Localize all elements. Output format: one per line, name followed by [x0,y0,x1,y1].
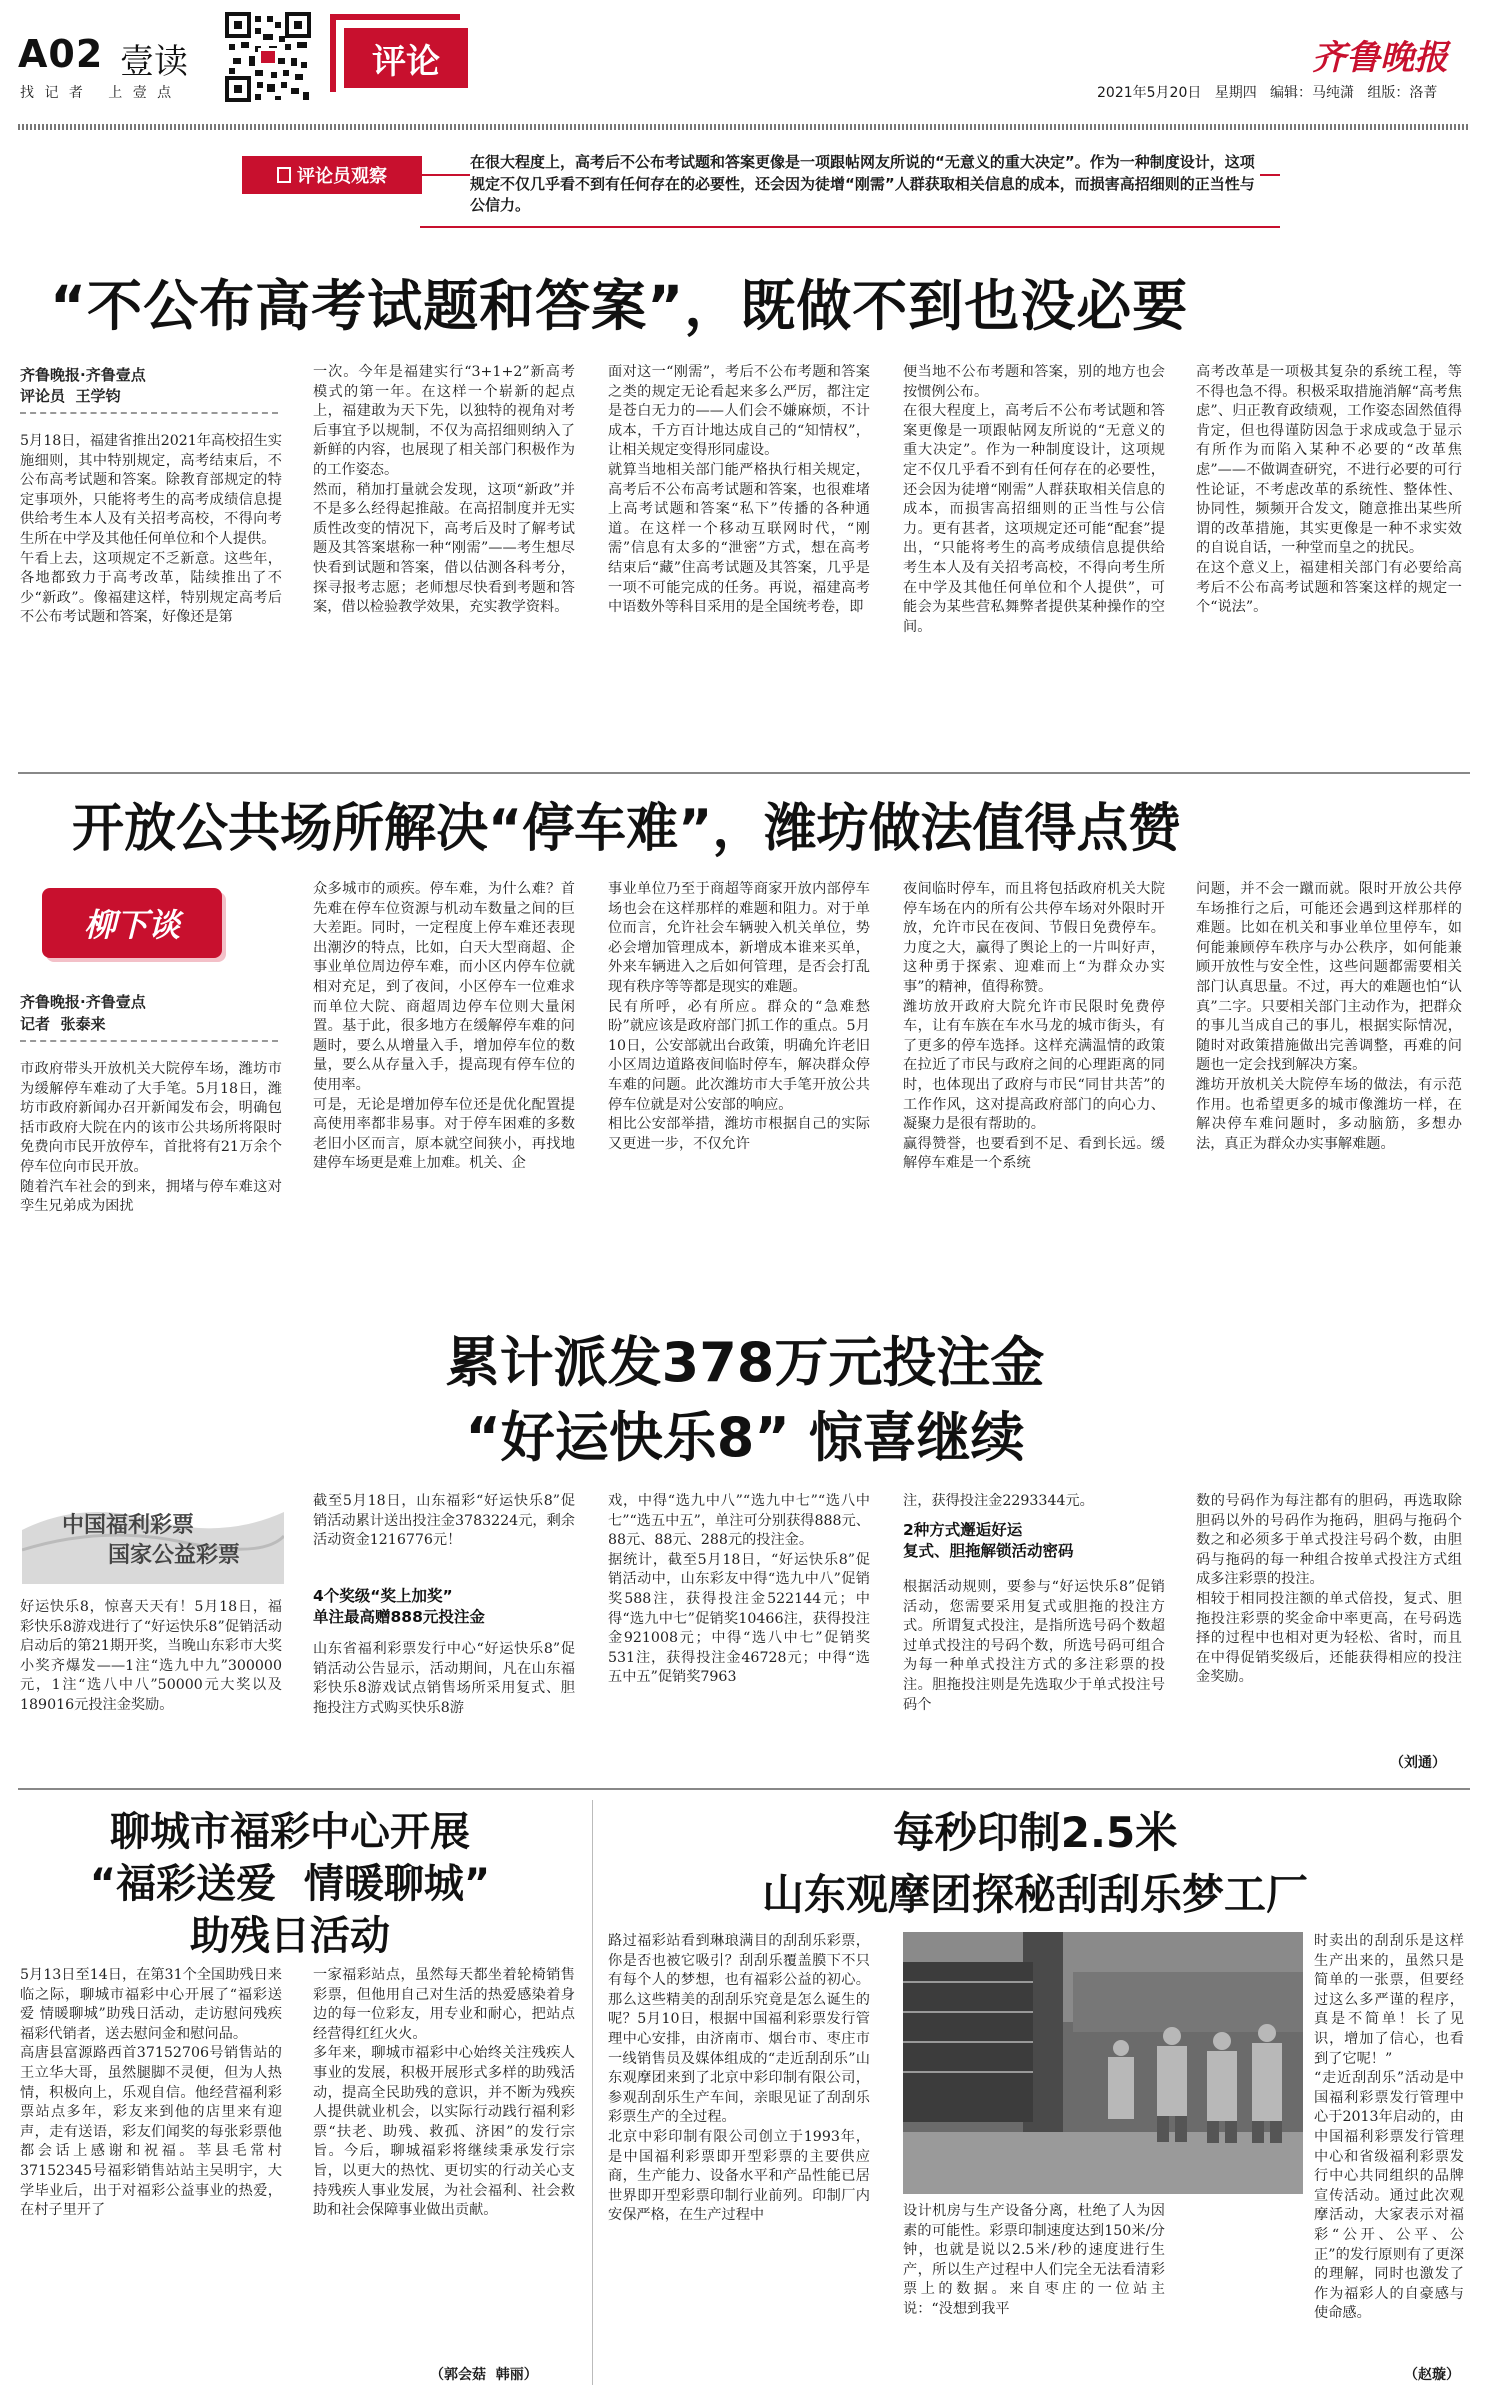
article-column: 市政府带头开放机关大院停车场，潍坊市为缓解停车难动了大手笔。5月18日，潍坊市政府新闻办召开新闻发布会，明确包括市政府大院在内的该市公共场所将限时免费向市民开放停车，首批将有21万余个停车位向市民开放。 随着汽车社会的到来，拥堵与停车难这对孪生兄弟成为困扰 [20,1061,282,1215]
author-signature: （刘通） [1390,1755,1446,1771]
section-name: 壹读 [120,42,188,82]
article-summary: 在很大程度上，高考后不公布考试题和答案更像是一项跟帖网友所说的“无意义的重大决定”。作为一种制度设计，这项规定不仅几乎看不到有任何存在的必要性，还会因为徒增“刚需”人群获取相关信息的成本，而损害高招细则的正当性与公信力。 [470,150,1260,219]
date-line: 2021年5月20日 星期四 编辑：马纯潇 组版：洛菁 [1097,85,1438,101]
article-column: 事业单位乃至于商超等商家开放内部停车场也会在这样那样的难题和阻力。对于单位而言，允许社会车辆驶入机关单位，势必会增加管理成本，新增成本谁来买单，外来车辆进入之后如何管理，是否会打乱现有秩序等等都是现实的难题。 民有所呼，必有所应。群众的“急难愁盼”就应该是政府部门抓工作的重点。5月10日，公安部就出台政策，明确允许老旧小区周边道路夜间临时停车，解决群众停车难的问题。此次潍坊市大手笔开放公共停车位就是对公安部的响应。 相比公安部举措，潍坊市根据自己的实际又更进一步，不仅允许 [608,881,870,1152]
article-column: 好运快乐8，惊喜天天有！5月18日，福彩快乐8游戏进行了“好运快乐8”促销活动启动后的第21期开奖，当晚山东彩市大奖小奖齐爆发——1注“选九中九”300000元，1注“选八中八”50000元大奖以及189016元投注金奖励。 [20,1599,282,1713]
article-headline: 山东观摩团探秘刮刮乐梦工厂 [761,1870,1308,1919]
article-headline: 每秒印制2.5米 [892,1808,1178,1857]
article-column: 截至5月18日，山东福彩“好运快乐8”促销活动累计送出投注金3783224元，剩余活动资金1216776元！ [313,1493,575,1549]
article-column: 时卖出的刮刮乐是这样生产出来的，虽然只是简单的一张票，但要经过这么多严谨的程序，真是不简单！长了见识，增加了信心，也看到了它呢！” “走近刮刮乐”活动是中国福利彩票发行管理中心于2013年启动的，由中国福利彩票发行管理中心和省级福利彩票发行中心共同组织的品牌宣传活动。通过此次观摩活动，大家表示对福彩“公开、公平、公正”的发行原则有了更深的理解，同时也激发了作为福彩人的自豪感与使命感。 [1314,1933,1464,2322]
article-column: 众多城市的顽疾。停车难，为什么难？首先难在停车位资源与机动车数量之间的巨大差距。同时，一定程度上停车难还表现出潮汐的特点，比如，白天大型商超、企事业单位周边停车难，而小区内停车位就相对充足，到了夜间，小区停车一位难求而单位大院、商超周边停车位则大量闲置。基于此，很多地方在缓解停车难的问题时，要么从增量入手，增加停车位的数量，要么从存量入手，提高现有停车位的使用率。 可是，无论是增加停车位还是优化配置提高使用率都非易事。对于停车困难的多数老旧小区而言，原本就空间狭小，再找地建停车场更是难上加难。机关、企 [313,881,575,1172]
article-column: 高考改革是一项极其复杂的系统工程，等不得也急不得。积极采取措施消解“高考焦虑”、归正教育政绩观，工作姿态固然值得肯定，但也得谨防因急于求成或急于显示有所作为而陷入某种不必要的“改革焦虑”——不做调查研究，不进行必要的可行性论证，不考虑改革的系统性、整体性、协同性，频频开合发文，随意推出某些所谓的改革措施，其实更像是一种不求实效的自说自话，一种堂而皇之的扰民。 在这个意义上，福建相关部门有必要给高考后不公布高考试题和答案这样的规定一个“说法”。 [1196,364,1462,616]
document-icon [277,167,291,183]
qr-code[interactable] [225,12,311,102]
column-tag-commentary [242,156,422,194]
article-subhead: 4个奖级“奖上加奖” 单注最高赠888元投注金 [313,1587,485,1626]
article-headline: “好运快乐8” 惊喜继续 [465,1406,1025,1469]
article-headline: “福彩送爱 情暖聊城” [89,1861,491,1907]
section-divider [18,772,1470,774]
nav-link-find-reporter[interactable]: 找 记 者 上 壹 点 [20,85,175,101]
section-divider [18,1788,1470,1790]
article-column: 路过福彩站看到琳琅满目的刮刮乐彩票，你是否也被它吸引？刮刮乐覆盖膜下不只有每个人的梦想，也有福彩公益的初心。那么这些精美的刮刮乐究竟是怎么诞生的呢？5月10日，根据中国福利彩票发行管理中心安排，由济南市、烟台市、枣庄市一线销售员及媒体组成的“走近刮刮乐”山东观摩团来到了北京中彩印制有限公司，参观刮刮乐生产车间，亲眼见证了刮刮乐彩票生产的全过程。 北京中彩印制有限公司创立于1993年，是中国福利彩票即开型彩票的主要供应商，生产能力、设备水平和产品性能已居世界即开型彩票印制行业前列。印制厂内安保严格，在生产过程中 [608,1933,870,2224]
byline-source: 齐鲁晚报·齐鲁壹点 [20,366,146,384]
column-divider [592,1800,593,2385]
byline-author: 评论员 王学钧 [20,387,121,405]
page-code: A02 [18,32,104,76]
article-column: 5月13日至14日，在第31个全国助残日来临之际，聊城市福彩中心开展了“福彩送爱 情暖聊城”助残日活动，走访慰问残疾福彩代销者，送去慰问金和慰问品。 高唐县富源路西首37152706号销售站的王立华大哥，虽然腿脚不灵便，但为人热情，积极向上，乐观自信。他经营福利彩票站点多年，彩友来到他的店里来有迎声，走有送语，彩友们闻奖的每张彩票他都会话上感谢和祝福。莘县毛常村37152345号福彩销售站站主吴明宇，大学毕业后，出于对福彩公益事业的热爱，在村子里开了 [20,1967,282,2219]
article-column: 面对这一“刚需”，考后不公布考题和答案之类的规定无论看起来多么严厉，都注定是苍白无力的——人们会不嫌麻烦，不计成本，千方百计地达成自己的“知情权”，让相关规定变得形同虚设。 就算当地相关部门能严格执行相关规定，高考后不公布高考试题和答案，也很难堵上高考试题和答案“私下”传播的各种通道。在这样一个移动互联网时代，“刚需”信息有太多的“泄密”方式，想在高考结束后“藏”住高考试题及其答案，几乎是一项不可能完成的任务。再说，福建高考中语数外等科目采用的是全国统考卷，即 [608,364,870,616]
article-headline: 累计派发378万元投注金 [445,1331,1045,1394]
article-column: 便当地不公布考题和答案，别的地方也会按惯例公布。 在很大程度上，高考后不公布考试题和答案更像是一项跟帖网友所说的“无意义的重大决定”。作为一种制度设计，这项规定不仅几乎看不到有任何存在的必要性，还会因为徒增“刚需”人群获取相关信息的成本，而损害高招细则的正当性与公信力。更有甚者，这项规定还可能“配套”提出，“只能将考生的高考成绩信息提供给考生本人及有关招考高校，不得向考生所在中学及其他任何单位和个人提供”，可能会为某些营私舞弊者提供某种操作的空间。 [903,364,1165,635]
section-tab[interactable] [344,28,468,88]
author-signature: （赵璇） [1404,2367,1460,2383]
byline-rule [20,412,278,414]
article-column: 数的号码作为每注都有的胆码，再选取除胆码以外的号码作为拖码，胆码与拖码个数之和必须多于单式投注号码个数，由胆码与拖码的每一种组合按单式投注方式组成多注彩票的投注。 相较于相同投注额的单式倍投，复式、胆拖投注彩票的奖金命中率更高，在号码选择的过程中也相对更为轻松、省时，而且在中得促销奖级后，还能获得相应的投注金奖励。 [1196,1493,1462,1686]
column-tag-badge [42,888,222,958]
logo-line: 中国福利彩票 [62,1513,195,1538]
article-headline: 开放公共场所解决“停车难”，潍坊做法值得点赞 [72,799,1181,859]
article-column: 山东省福利彩票发行中心“好运快乐8”促销活动公告显示，活动期间，凡在山东福彩快乐8游戏试点销售场所采用复式、胆拖投注方式购买快乐8游 [313,1641,575,1716]
header-rule [18,124,1470,130]
section-tab-label: 评论 [372,41,440,82]
article-column: 一次。今年是福建实行“3+1+2”新高考模式的第一年。在这样一个崭新的起点上，福建敢为天下先，以独特的视角对考后事宜予以规制，不仅为高招细则纳入了新鲜的内容，也展现了相关部门积极作为的工作姿态。 然而，稍加打量就会发现，这项“新政”并不是多么经得起推敲。在高招制度并无实质性改变的情况下，高考后及时了解考试题及其答案堪称一种“刚需”——考生想尽快看到试题和答案，借以估测各科考分，探寻报考志愿；老师想尽快看到考题和答案，借以检验教学效果，充实教学资料。 [313,364,575,616]
logo-line: 国家公益彩票 [108,1543,241,1568]
page-header [0,0,1488,140]
paper-logo: 齐鲁晚报 [1312,38,1448,78]
article-column: 5月18日，福建省推出2021年高校招生实施细则，其中特别规定，高考结束后，不公布高考试题和答案。除教育部规定的特定事项外，只能将考生的高考成绩信息提供给考生本人及有关招考高校，不得向考生所在中学及其他任何单位和个人提供。 午看上去，这项规定不乏新意。这些年，各地都致力于高考改革，陆续推出了不少“新政”。像福建这样，特别规定高考后不公布考试题和答案，好像还是第 [20,433,282,626]
article-column: 夜间临时停车，而且将包括政府机关大院停车场在内的所有公共停车场对外限时开放，允许市民在夜间、节假日免费停车。力度之大，赢得了舆论上的一片叫好声，这种勇于探索、迎难而上“为群众办实事”的精神，值得称赞。 潍坊放开政府大院允许市民限时免费停车，让有车族在车水马龙的城市街头，有了更多的停车选择。这样充满温情的政策在拉近了市民与政府之间的心理距离的同时，也体现出了政府与市民“同甘共苦”的工作作风，这对提高政府部门的向心力、凝聚力是很有帮助的。 赢得赞誉，也要看到不足、看到长远。缓解停车难是一个系统 [903,881,1165,1172]
article-subhead: 2种方式邂逅好运 复式、胆拖解锁活动密码 [903,1521,1074,1560]
article-headline: 聊城市福彩中心开展 [110,1809,470,1855]
article-headline: “不公布高考试题和答案”，既做不到也没必要 [50,274,1189,338]
article-headline: 助残日活动 [190,1913,390,1959]
column-tag-label: 柳下谈 [83,906,180,944]
byline-author: 记者 张泰来 [20,1015,106,1033]
author-signature: （郭会菇 韩丽） [430,2367,538,2383]
article-column: 注，获得投注金2293344元。 [903,1493,1094,1509]
byline-rule [20,1040,278,1042]
article-column: 一家福彩站点，虽然每天都坐着轮椅销售彩票，但他用自己对生活的热爱感染着身边的每一位彩友，用专业和耐心，把站点经营得红红火火。 多年来，聊城市福彩中心始终关注残疾人事业的发展，积极开展形式多样的助残活动，提高全民助残的意识，并不断为残疾人提供就业机会，以实际行动践行福利彩票“扶老、助残、救孤、济困”的发行宗旨。今后，聊城福彩将继续秉承发行宗旨，以更大的热忱、更切实的行动关心支持残疾人事业发展，为社会福利、社会救助和社会保障事业做出贡献。 [313,1967,575,2219]
byline-source: 齐鲁晚报·齐鲁壹点 [20,993,146,1011]
article-column: 根据活动规则，要参与“好运快乐8”促销活动，您需要采用复式或胆拖的投注方式。所谓复式投注，是指所选号码个数超过单式投注的号码个数，所选号码可组合为每一种单式投注方式的多注彩票的投注。胆拖投注则是先选取少于单式投注号码个 [903,1579,1165,1713]
article-column: 设计机房与生产设备分离，杜绝了人为因素的可能性。彩票印制速度达到150米/分钟，也就是说以2.5米/秒的速度进行生产，所以生产过程中人们完全无法看清彩票上的数据。来自枣庄的一位站主说：“没想到我平 [903,2203,1165,2317]
factory-photo [903,1932,1303,2194]
article-column: 戏，中得“选九中八”“选九中七”“选八中七”“选五中五”，单注可分别获得888元、88元、88元、288元的投注金。 据统计，截至5月18日，“好运快乐8”促销活动中，山东彩友中得“选九中八”促销奖588注，获得投注金522144元；中得“选九中七”促销奖10466注，获得投注金921008元；中得“选八中七”促销奖531注，获得投注金46728元；中得“选五中五”促销奖7963 [608,1493,870,1686]
article-column: 问题，并不会一蹴而就。限时开放公共停车场推行之后，可能还会遇到这样那样的难题。比如在机关和事业单位里停车，如何能兼顾停车秩序与办公秩序，如何能兼顾开放性与安全性，这些问题都需要相关部门认真思量。不过，再大的难题也怕“认真”二字。只要相关部门主动作为，把群众的事儿当成自己的事儿，根据实际情况，随时对政策措施做出完善调整，再难的问题也一定会找到解决方案。 潍坊开放机关大院停车场的做法，有示范作用。也希望更多的城市像潍坊一样，在解决停车难问题时，多动脑筋，多想办法，真正为群众办实事解难题。 [1196,881,1462,1152]
column-tag-label: 评论员观察 [297,166,387,187]
lottery-logo [22,1500,284,1584]
